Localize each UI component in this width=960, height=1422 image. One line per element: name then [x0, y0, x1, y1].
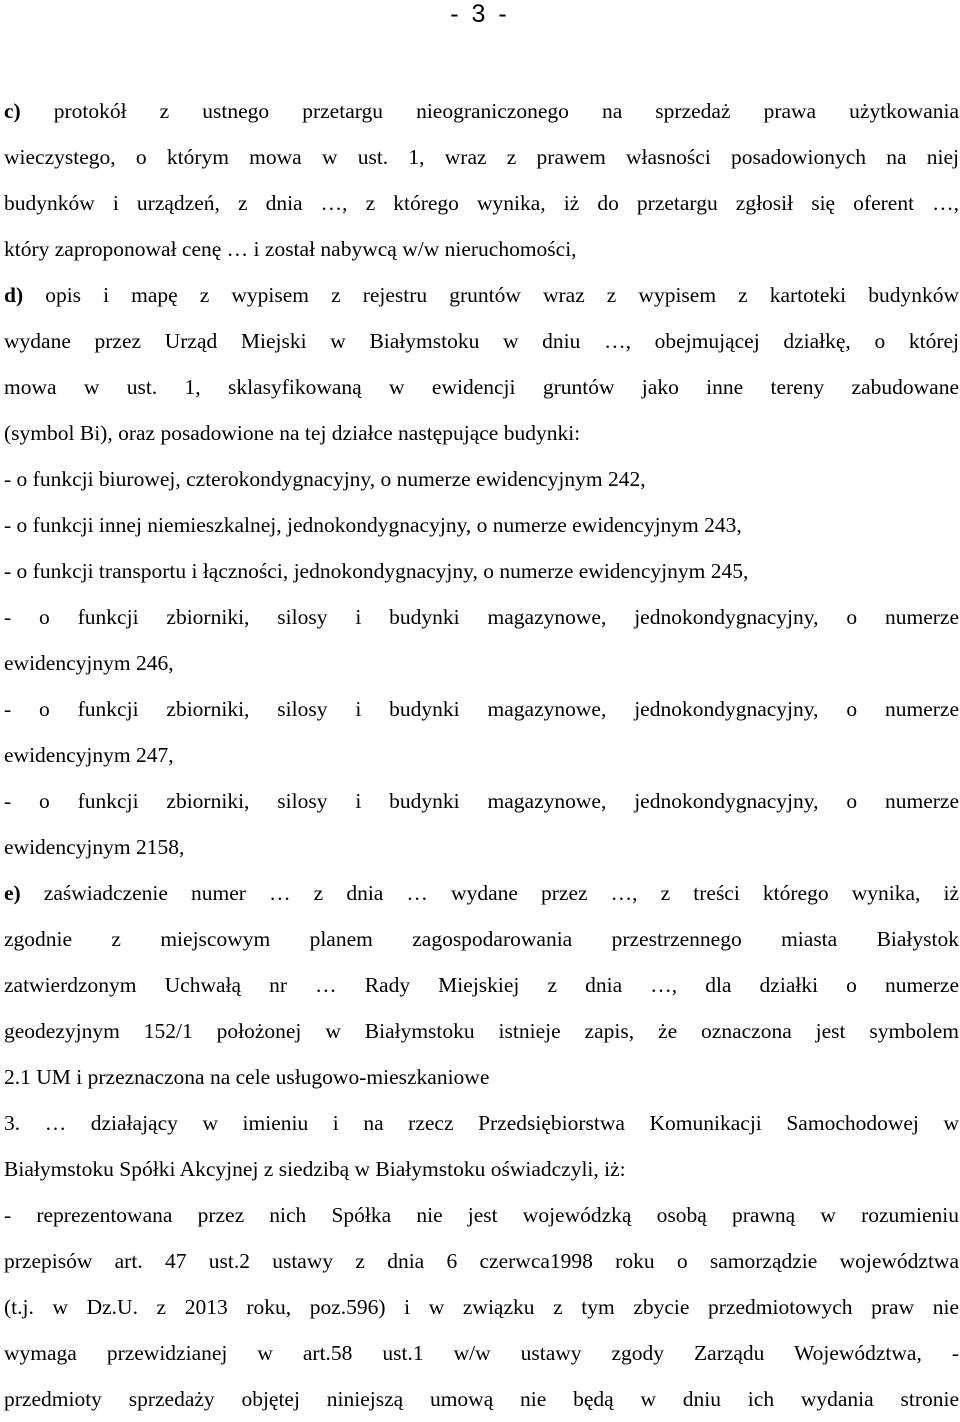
line-text: ewidencyjnym 247,: [4, 743, 174, 767]
text-line: [4, 134, 959, 180]
text-line: [4, 1054, 959, 1100]
text-line: [4, 1376, 959, 1422]
line-text: który zaproponował cenę … i został nabywcą w/w nieruchomości,: [4, 237, 577, 261]
text-line: [4, 594, 959, 640]
line-text: - o funkcji innej niemieszkalnej, jednokondygnacyjny, o numerze ewidencyjnym 243,: [4, 513, 742, 537]
line-text: (t.j. w Dz.U. z 2013 roku, poz.596) i w związku z tym zbycie przedmiotowych praw nie: [4, 1295, 959, 1319]
line-text: opis i mapę z wypisem z rejestru gruntów wraz z wypisem z kartoteki budynków: [23, 283, 959, 307]
line-text: - o funkcji transportu i łączności, jednokondygnacyjny, o numerze ewidencyjnym 245,: [4, 559, 749, 583]
line-text: wymaga przewidzianej w art.58 ust.1 w/w ustawy zgody Zarządu Województwa, -: [4, 1341, 959, 1365]
line-text: ewidencyjnym 246,: [4, 651, 174, 675]
item-label: e): [4, 881, 21, 905]
line-text: 3. … działający w imieniu i na rzecz Przedsiębiorstwa Komunikacji Samochodowej w: [4, 1111, 959, 1135]
text-line: [4, 88, 959, 134]
item-label: c): [4, 99, 21, 123]
line-text: ewidencyjnym 2158,: [4, 835, 185, 859]
line-text: zatwierdzonym Uchwałą nr … Rady Miejskiej z dnia …, dla działki o numerze: [4, 973, 959, 997]
line-text: przepisów art. 47 ust.2 ustawy z dnia 6 czerwca1998 roku o samorządzie województwa: [4, 1249, 959, 1273]
line-text: Białymstoku Spółki Akcyjnej z siedzibą w Białymstoku oświadczyli, iż:: [4, 1157, 626, 1181]
item-label: d): [4, 283, 24, 307]
document-body: [4, 88, 959, 1422]
text-line: [4, 272, 959, 318]
line-text: zgodnie z miejscowym planem zagospodarowania przestrzennego miasta Białystok: [4, 927, 959, 951]
text-line: [4, 962, 959, 1008]
line-text: zaświadczenie numer … z dnia … wydane przez …, z treści którego wynika, iż: [20, 881, 959, 905]
text-line: [4, 640, 959, 686]
line-text: protokół z ustnego przetargu nieograniczonego na sprzedaż prawa użytkowania: [20, 99, 959, 123]
text-line: [4, 1238, 959, 1284]
line-text: (symbol Bi), oraz posadowione na tej działce następujące budynki:: [4, 421, 581, 445]
line-text: wieczystego, o którym mowa w ust. 1, wraz z prawem własności posadowionych na niej: [4, 145, 959, 169]
text-line: [4, 1330, 959, 1376]
text-line: [4, 364, 959, 410]
text-line: [4, 1192, 959, 1238]
line-text: - o funkcji zbiorniki, silosy i budynki magazynowe, jednokondygnacyjny, o numerze: [4, 789, 959, 813]
page-number: - 3 -: [450, 0, 510, 28]
line-text: - reprezentowana przez nich Spółka nie jest wojewódzką osobą prawną w rozumieniu: [4, 1203, 959, 1227]
text-line: [4, 1008, 959, 1054]
line-text: wydane przez Urząd Miejski w Białymstoku w dniu …, obejmującej działkę, o której: [4, 329, 959, 353]
text-line: [4, 732, 959, 778]
text-line: [4, 870, 959, 916]
text-line: [4, 916, 959, 962]
text-line: [4, 318, 959, 364]
line-text: geodezyjnym 152/1 położonej w Białymstoku istnieje zapis, że oznaczona jest symbolem: [4, 1019, 959, 1043]
line-text: przedmioty sprzedaży objętej niniejszą umową nie będą w dniu ich wydania stronie: [4, 1387, 959, 1411]
text-line: [4, 548, 959, 594]
text-line: [4, 778, 959, 824]
line-text: 2.1 UM i przeznaczona na cele usługowo-mieszkaniowe: [4, 1065, 490, 1089]
text-line: [4, 686, 959, 732]
text-line: [4, 410, 959, 456]
line-text: budynków i urządzeń, z dnia …, z którego wynika, iż do przetargu zgłosił się oferent …,: [4, 191, 959, 215]
text-line: [4, 1284, 959, 1330]
text-line: [4, 226, 959, 272]
line-text: - o funkcji zbiorniki, silosy i budynki magazynowe, jednokondygnacyjny, o numerze: [4, 697, 959, 721]
text-line: [4, 1146, 959, 1192]
text-line: [4, 502, 959, 548]
text-line: [4, 180, 959, 226]
line-text: mowa w ust. 1, sklasyfikowaną w ewidencji gruntów jako inne tereny zabudowane: [4, 375, 959, 399]
text-line: [4, 824, 959, 870]
line-text: - o funkcji biurowej, czterokondygnacyjny, o numerze ewidencyjnym 242,: [4, 467, 646, 491]
text-line: [4, 1100, 959, 1146]
text-line: [4, 456, 959, 502]
line-text: - o funkcji zbiorniki, silosy i budynki magazynowe, jednokondygnacyjny, o numerze: [4, 605, 959, 629]
